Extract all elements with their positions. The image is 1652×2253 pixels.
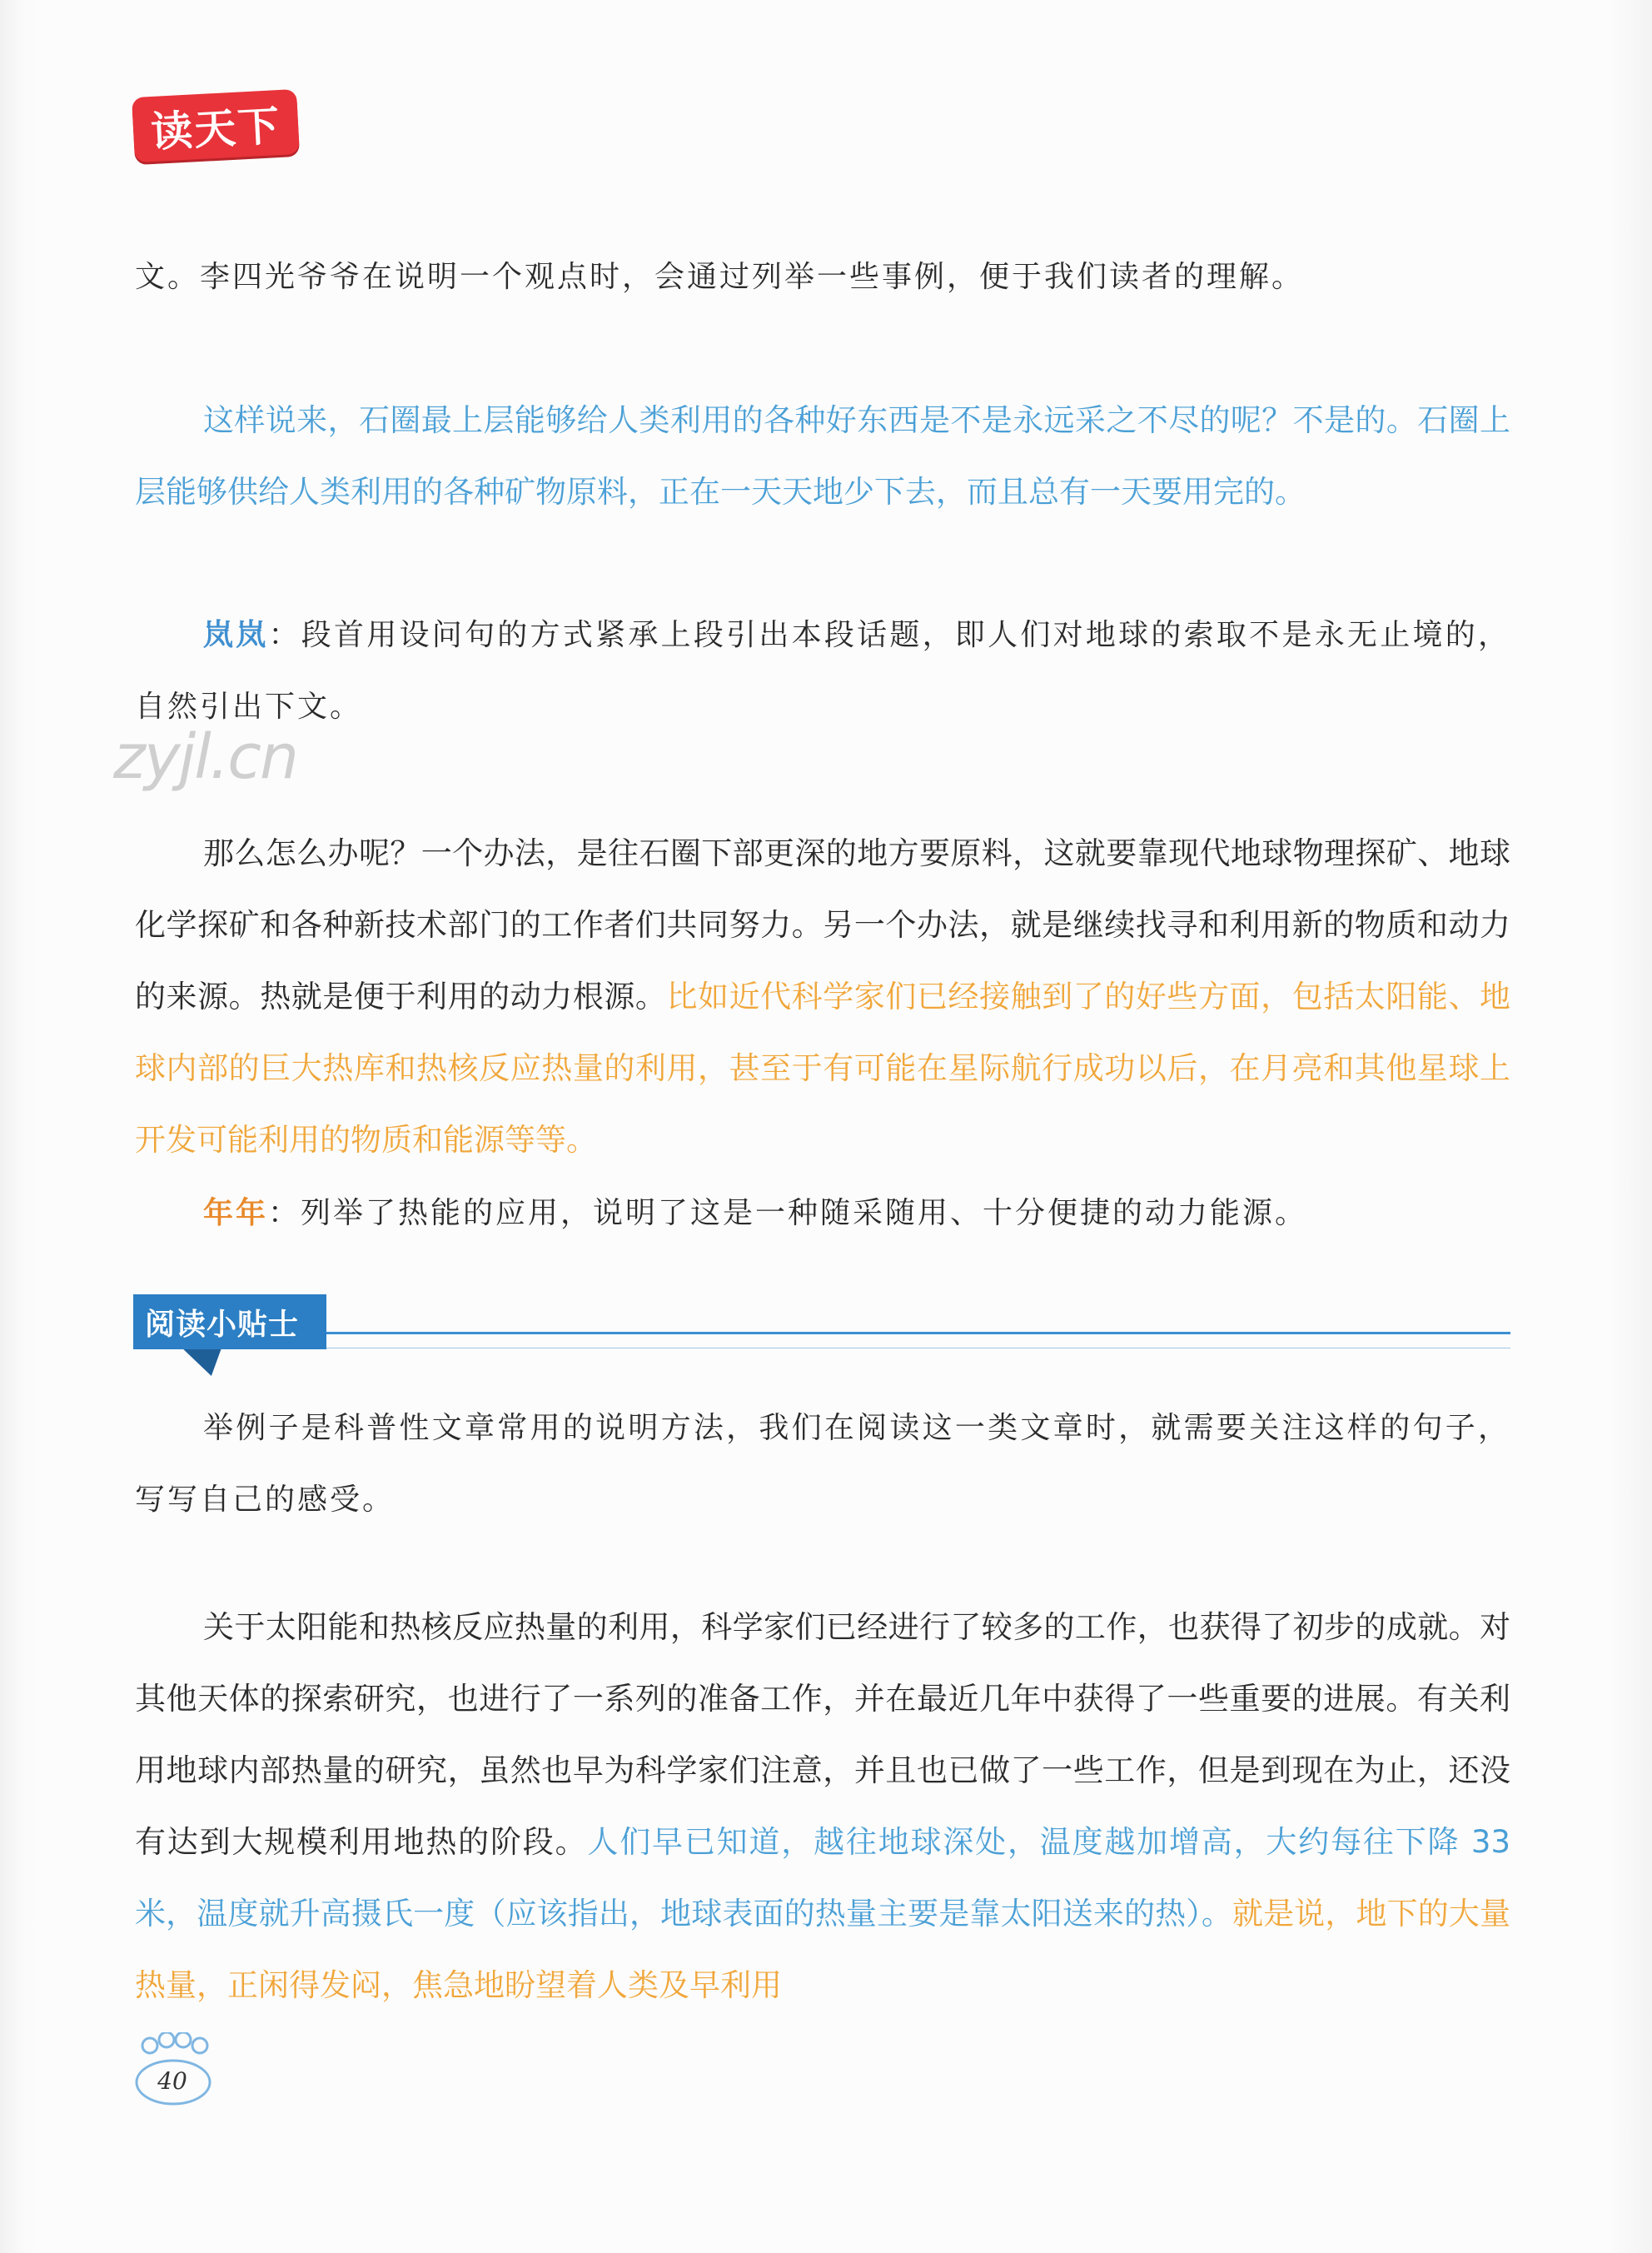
highlighted-text-blue: 人们早已知道，越往地球深处，温度越加增高，大约每往下降 33 米，温度就升高摄氏一度（应该指出，地球表面的热量主要是靠太阳送来的热）。 [135, 1824, 1511, 1931]
annotation-text: ：段首用设问句的方式紧承上段引出本段话题，即人们对地球的索取不是永无止境的，自然引出下文。 [135, 618, 1510, 724]
paragraph-text: 那么怎么办呢？一个办法，是往石圈下部更深的地方要原料，这就要靠现代地球物理探矿、地球化学探矿和各种新技术部门的工作者们共同努力。另一个办法，就是继续找寻和利用新的物质和动力的来源。热就是便于利用的动力根源。 [135, 835, 1510, 1014]
annotation-niannian [135, 1178, 1510, 1249]
annotation-text: ：列举了热能的应用，说明了这是一种随采随用、十分便捷的动力能源。 [268, 1196, 1308, 1230]
paragraph-quote-geothermal [135, 1592, 1510, 2021]
reading-tip-text: 举例子是科普性文章常用的说明方法，我们在阅读这一类文章时，就需要关注这样的句子，写写自己的感受。 [135, 1411, 1510, 1517]
speaker-label: 年年 [203, 1196, 269, 1230]
paragraph-quote-energy [135, 818, 1510, 1176]
series-logo: 读天下 [132, 89, 300, 162]
watermark: zyjl.cn [113, 721, 297, 793]
paragraph-text: 关于太阳能和热核反应热量的利用，科学家们已经进行了较多的工作，也获得了初步的成就。对其他天体的探索研究，也进行了一系列的准备工作，并在最近几年中获得了一些重要的进展。有关利用地球内部热量的研究，虽然也早为科学家们注意，并且也已做了一些工作，但是到现在为止，还没有达到大规模利用地热的阶段。 [135, 1609, 1510, 1860]
speaker-label: 岚岚 [203, 618, 269, 652]
paragraph-quote-blue: 这样说来，石圈最上层能够给人类利用的各种好东西是不是永远采之不尽的呢？不是的。石圈上层能够供给人类利用的各种矿物原料，正在一天天地少下去，而且总有一天要用完的。 [135, 402, 1510, 510]
highlighted-text-orange: 就是说，地下的大量热量，正闲得发闷，焦急地盼望着人类及早利用 [135, 1896, 1510, 2003]
annotation-lanlan [135, 600, 1510, 743]
section-rule [326, 1332, 1510, 1334]
page-number: 40 [157, 2067, 187, 2095]
highlighted-text-orange: 比如近代科学家们已经接触到了的好些方面，包括太阳能、地球内部的巨大热库和热核反应热量的利用，甚至于有可能在星际航行成功以后，在月亮和其他星球上开发可能利用的物质和能源等等。 [135, 979, 1511, 1158]
paragraph-continuation: 文。李四光爷爷在说明一个观点时，会通过列举一些事例，便于我们读者的理解。 [135, 260, 1305, 294]
reading-tip-tag: 阅读小贴士 [133, 1294, 326, 1349]
